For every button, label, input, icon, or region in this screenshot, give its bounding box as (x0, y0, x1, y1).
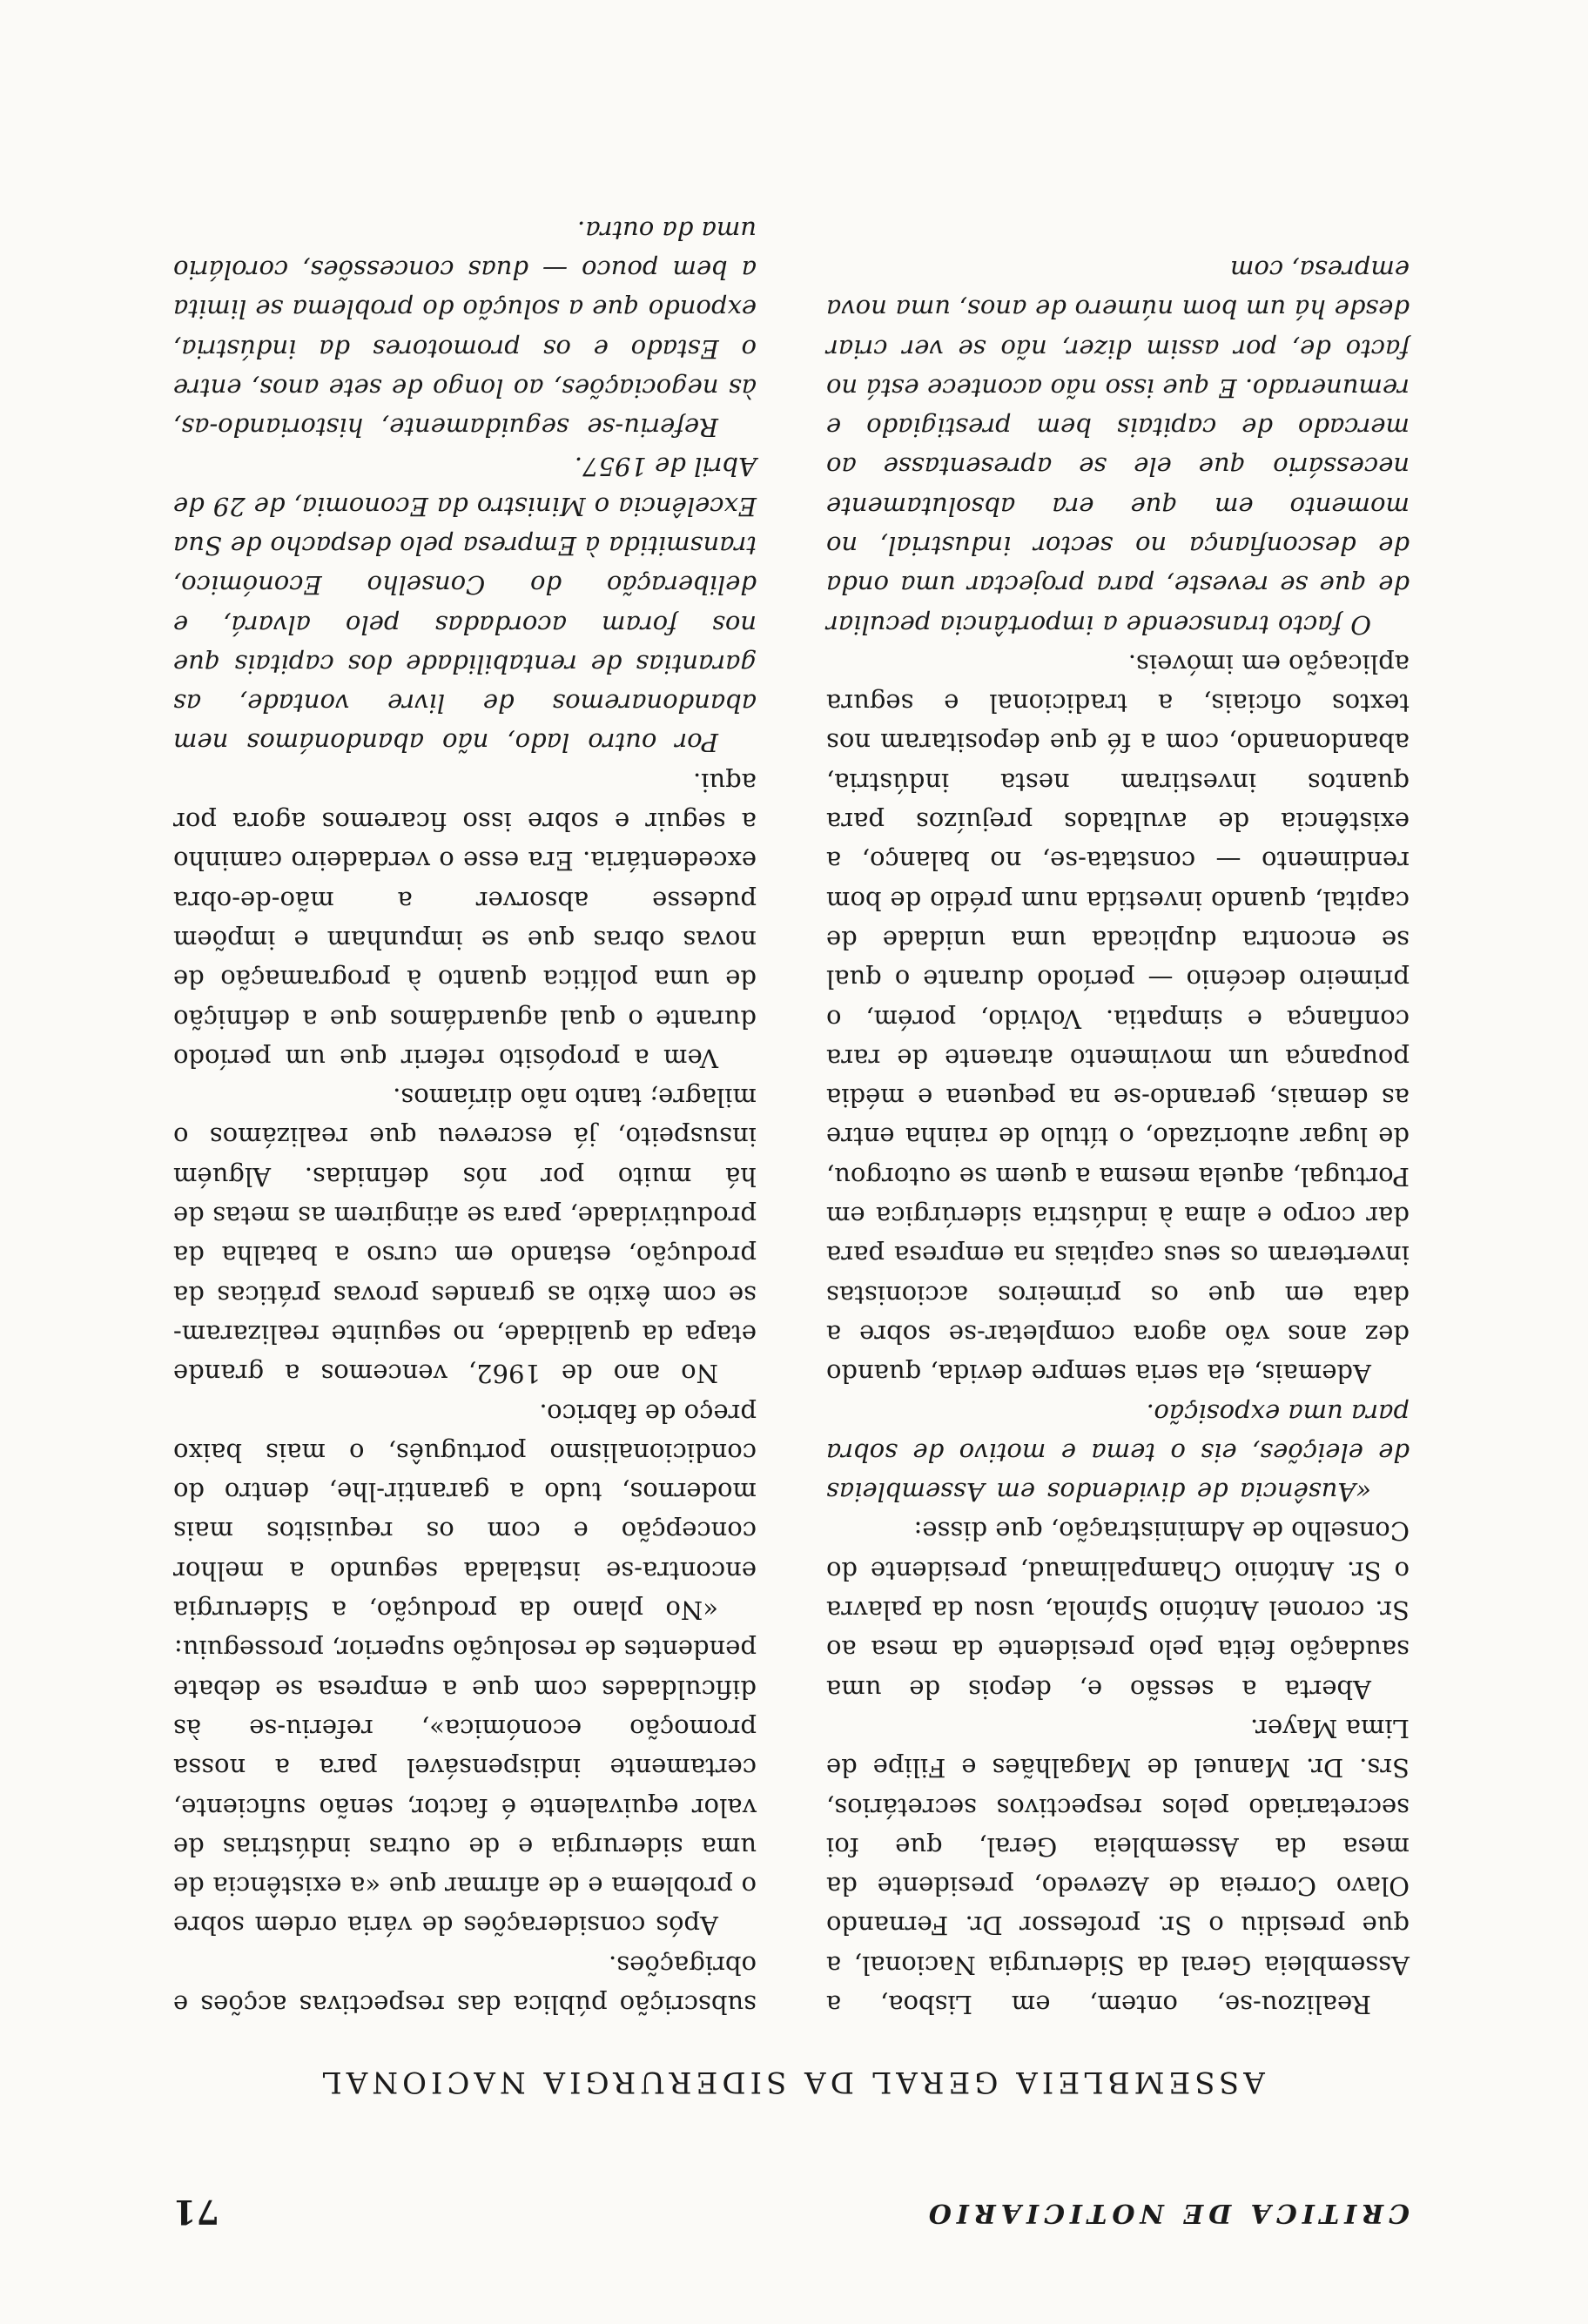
quoted-italic-paragraph: «Ausência de dividendos em Assembleias de eleições, eis o tema e motivo de sobra para uma exposição. (826, 1398, 1410, 1508)
paragraph: «No plano da produção, a Siderurgia encontra-se instalada segundo a melhor concepção e com os requisitos mais modernos, tudo a garantir-lhe, dentro do condicionalismo português, o mais baixo preço de fabrico. (173, 1398, 757, 1626)
italic-paragraph: O facto transcende a importância peculiar de que se reveste, para projectar uma onda de desconfiança no sector industrial, no momento em que era absolutamente necessário que ele se apresentasse ao mercado de capitais bem prestigiado e remunerado. E que isso não acontece está no facto de, por assim dizer, não se ver criar desde há um bom número de anos, uma nova empresa, com (826, 254, 1410, 640)
right-column (173, 210, 757, 2024)
running-title: CRITICA DE NOTICIARIO (923, 2198, 1410, 2228)
page-number: 71 (173, 2193, 219, 2232)
italic-paragraph: Referiu-se seguidamente, historiando-as, às negociações, ao longo de sete anos, entre o Estado e os promotores da indústria, expondo que a solução do problema se limita a bem pouco — duas concessões, corolário uma da outra. (173, 215, 757, 443)
paragraph: Vem a propósito referir que um período durante o qual aguardámos que a definição de uma política quanto à programação de novas obras que se impunham e impõem pudesse absorver a mão-de-obra excedentária. Era esse o verdadeiro caminho a seguir e sobre isso ficaremos agora por aqui. (173, 767, 757, 1073)
paragraph: Após considerações de vária ordem sobre o problema e de afirmar que «a existência de uma siderurgia e de outras indústrias de valor equivalente é factor, senão suficiente, certamente indispensável para a nossa promoção económica», referiu-se às dificuldades com que a empresa se debate pendentes de resolução superior, prosseguiu: (173, 1635, 757, 1941)
paragraph: Realizou-se, ontem, em Lisboa, a Assembleia Geral da Siderurgia Nacional, a que presidiu o Sr. professor Dr. Fernando Olavo Correia de Azevedo, presidente da mesa da Assembleia Geral, que foi secretariado pelos respectivos secretários, Srs. Dr. Manuel de Magalhães e Filipe de Lima Mayer. (826, 1713, 1410, 2019)
paragraph: No ano de 1962, vencemos a grande etapa da qualidade, no seguinte realizaram-se com êxito as grandes provas práticas da produção, estando em curso a batalha da produtividade, para se atingirem as metas de há muito por nós definidas. Alguém insuspeito, já escreveu que realizámos o milagre; tanto não diríamos. (173, 1083, 757, 1389)
left-column (826, 250, 1410, 2024)
italic-paragraph: Por outro lado, não abandonámos nem abandonaremos de livre vontade, as garantias de rentabilidade dos capitais que nos foram acordadas pelo alvará, e deliberação do Conselho Económico, transmitida à Empresa pelo despacho de Sua Excelência o Ministro da Economia, de 29 de Abril de 1957. (173, 452, 757, 758)
running-header (173, 2176, 1410, 2232)
paragraph-continuation: subscrição pública das respectivas acções e obrigações. (173, 1950, 757, 2019)
article-title: ASSEMBLEIA GERAL DA SIDERURGIA NACIONAL (318, 2065, 1265, 2099)
paragraph: Aberta a sessão e, depois de uma saudação feita pelo presidente da mesa ao Sr. coronel António Spínola, usou da palavra o Sr. António Champalimaud, presidente do Conselho de Administração, que disse: (826, 1516, 1410, 1704)
paragraph: Ademais, ela seria sempre devida, quando dez anos vão agora completar-se sobre a data em que os primeiros accionistas inverteram os seus capitais na empresa para dar corpo e alma à indústria siderúrgica em Portugal, aquela mesma a quem se outorgou, de lugar autorizado, o título de rainha entre as demais, gerando-se na pequena e média poupança um movimento atraente de rara confiança e simpatia. Volvido, porém, o primeiro decénio — período durante o qual se encontra duplicada uma unidade de capital, quando investida num prédio de bom rendimento — constata-se, no balanço, a existência de avultados prejuízos para quantos investiram nesta indústria, abandonando, com a fé que depositaram nos textos oficiais, a tradicional e segura aplicação em imóveis. (826, 648, 1410, 1389)
